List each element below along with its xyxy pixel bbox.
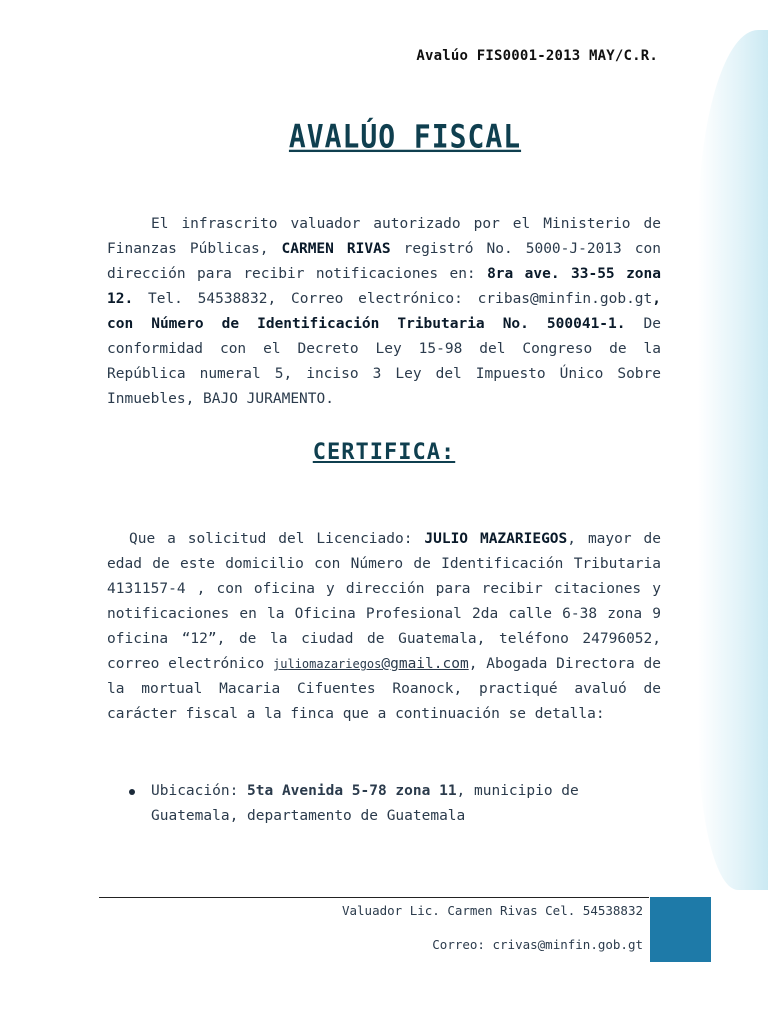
footer-email-line: Correo: crivas@minfin.gob.gt: [432, 937, 643, 952]
section-title-certifica: CERTIFICA:: [312, 440, 456, 465]
valuer-nit: , con Número de Identificación Tributaria No. 500041-1.: [107, 291, 661, 332]
intro-text-3: Tel. 54538832, Correo electrónico: cribas@minfin.gob.gt: [133, 291, 653, 307]
certifica-text-3: , Abogada Directora de la mortual Macaria Cifuentes Roanock, practiqué avaluó de carácter fiscal a la finca que a continuación se detalla:: [107, 656, 661, 722]
bullet-label: Ubicación:: [151, 783, 248, 799]
email-user: juliomazariegos: [273, 657, 382, 671]
intro-text-1: El infrascrito valuador autorizado por el Ministerio de Finanzas Públicas,: [107, 216, 661, 257]
certifica-text-1: Que a solicitud del Licenciado:: [129, 531, 425, 547]
valuer-name: CARMEN RIVAS: [281, 241, 391, 257]
bullet-icon: [129, 789, 135, 795]
intro-text-4: De conformidad con el Decreto Ley 15-98 del Congreso de la República numeral 5, inciso 3 Ley del Impuesto Único Sobre Inmuebles, BAJO JURAMENTO.: [107, 316, 661, 407]
licenciado-name: JULIO MAZARIEGOS: [424, 531, 568, 547]
document-reference: Avalúo FIS0001-2013 MAY/C.R.: [416, 48, 658, 64]
footer-valuer-line: Valuador Lic. Carmen Rivas Cel. 54538832: [341, 903, 643, 918]
intro-paragraph: [107, 212, 661, 412]
valuer-address: 8ra ave. 33-55 zona 12.: [107, 266, 661, 307]
certifica-paragraph: [107, 527, 661, 727]
bullet-rest: , municipio de Guatemala, departamento de Guatemala: [151, 783, 579, 824]
certifica-text-2: , mayor de edad de este domicilio con Número de Identificación Tributaria 4131157-4 , con oficina y dirección para recibir citaciones y notificaciones en la Oficina Profesional 2da calle 6-38 zona 9 oficina “12”, de la ciudad de Guatemala, teléfono 24796052, correo electrónico: [107, 531, 661, 672]
footer-accent-box: [650, 897, 711, 962]
footer-divider: [99, 897, 649, 898]
email-domain: @gmail.com: [381, 656, 469, 672]
bullet-location: 5ta Avenida 5-78 zona 11: [247, 783, 457, 799]
property-details-list: [107, 779, 661, 829]
intro-text-2: registró No. 5000-J-2013 con dirección para recibir notificaciones en:: [107, 241, 661, 282]
list-item: [107, 779, 661, 829]
document-title: AVALÚO FISCAL: [288, 117, 522, 156]
email-link[interactable]: [273, 657, 469, 671]
